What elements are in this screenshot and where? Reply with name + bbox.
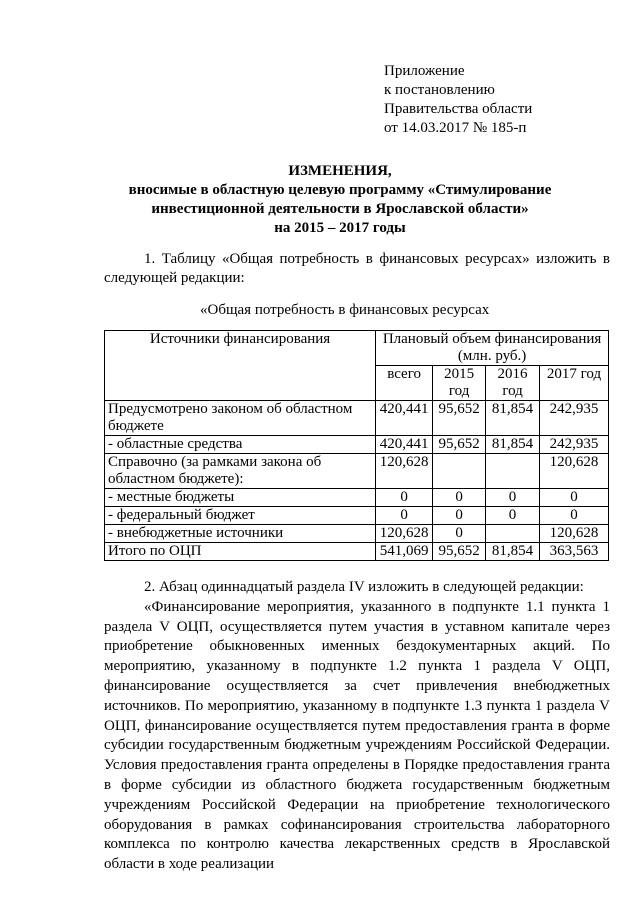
cell-2017: 0 [540,489,609,507]
appendix-line: Правительства области [384,101,533,117]
header-total: всего [376,366,433,401]
document-heading [100,162,580,238]
row-label: Итого по ОЦП [105,543,376,561]
cell-2017: 120,628 [540,454,609,489]
appendix-block [384,62,532,138]
header-2016: 2016 год [486,366,540,401]
cell-2017: 242,935 [540,436,609,454]
paragraph-1-text: 1. Таблицу «Общая потребность в финансовых ресурсах» изложить в следующей редакции: [104,251,610,286]
header-2017: 2017 год [540,366,609,401]
appendix-line: Приложение [384,63,465,79]
cell-2015: 95,652 [433,543,486,561]
table-row [105,436,609,454]
row-label: Предусмотрено законом об областном бюджете [105,401,376,436]
appendix-line: от 14.03.2017 № 185-п [384,120,527,136]
table-caption: «Общая потребность в финансовых ресурсах [200,302,490,318]
cell-2016: 81,854 [486,401,540,436]
table-row [105,543,609,561]
table-row [105,525,609,543]
cell-total: 120,628 [376,454,433,489]
header-2015: 2015 год [433,366,486,401]
paragraph-2-first: 2. Абзац одиннадцатый раздела IV изложить в следующей редакции: [144,579,584,595]
row-label: - федеральный бюджет [105,507,376,525]
cell-2015: 95,652 [433,401,486,436]
row-label: - областные средства [105,436,376,454]
cell-2017: 120,628 [540,525,609,543]
cell-total: 420,441 [376,436,433,454]
header-plan: Плановый объем финансирования (млн. руб.) [376,331,609,366]
paragraph-1 [104,250,610,288]
table-row [105,489,609,507]
header-source: Источники финансирования [105,331,376,401]
cell-2016: 81,854 [486,543,540,561]
heading-line: инвестиционной деятельности в Ярославской области» [151,201,529,217]
cell-2015 [433,454,486,489]
cell-2016: 81,854 [486,436,540,454]
cell-total: 0 [376,489,433,507]
appendix-line: к постановлению [384,82,495,98]
cell-2017: 0 [540,507,609,525]
cell-total: 0 [376,507,433,525]
table-header-row [105,331,609,366]
cell-2017: 363,563 [540,543,609,561]
cell-2017: 242,935 [540,401,609,436]
heading-line: на 2015 – 2017 годы [274,220,406,236]
cell-2016: 0 [486,489,540,507]
cell-2015: 0 [433,507,486,525]
table-row [105,507,609,525]
paragraph-2 [104,578,610,875]
table-row [105,401,609,436]
cell-2016: 0 [486,507,540,525]
cell-2015: 95,652 [433,436,486,454]
row-label: Справочно (за рамками закона об областном бюджете): [105,454,376,489]
cell-total: 541,069 [376,543,433,561]
cell-total: 420,441 [376,401,433,436]
cell-2016 [486,525,540,543]
row-label: - внебюджетные источники [105,525,376,543]
cell-total: 120,628 [376,525,433,543]
financing-table [104,330,609,561]
cell-2016 [486,454,540,489]
cell-2015: 0 [433,525,486,543]
heading-line: вносимые в областную целевую программу «Стимулирование [128,182,552,198]
paragraph-2-quote: «Финансирование мероприятия, указанного в подпункте 1.1 пункта 1 раздела V ОЦП, осуществляется путем участия в уставном капитале через приобретение обыкновенных именных бездокументарных акций. По мероприятию, указанному в подпункте 1.2 пункта 1 раздела V ОЦП, финансирование осуществляется за счет привлечения внебюджетных источников. По мероприятию, указанному в подпункте 1.3 пункта 1 раздела V ОЦП, финансирование осуществляется путем предоставления гранта в форме субсидии государственным бюджетным учреждениям Российской Федерации. Условия предоставления гранта определены в Порядке предоставления гранта в форме субсидии из областного бюджета государственным бюджетным учреждениям Российской Федерации на приобретение технологического оборудования в рамках софинансирования строительства лабораторного комплекса по контролю качества лекарственных средств в Ярославской области в ходе реализации [104,598,610,873]
cell-2015: 0 [433,489,486,507]
row-label: - местные бюджеты [105,489,376,507]
heading-title: ИЗМЕНЕНИЯ, [288,163,392,179]
table-row [105,454,609,489]
